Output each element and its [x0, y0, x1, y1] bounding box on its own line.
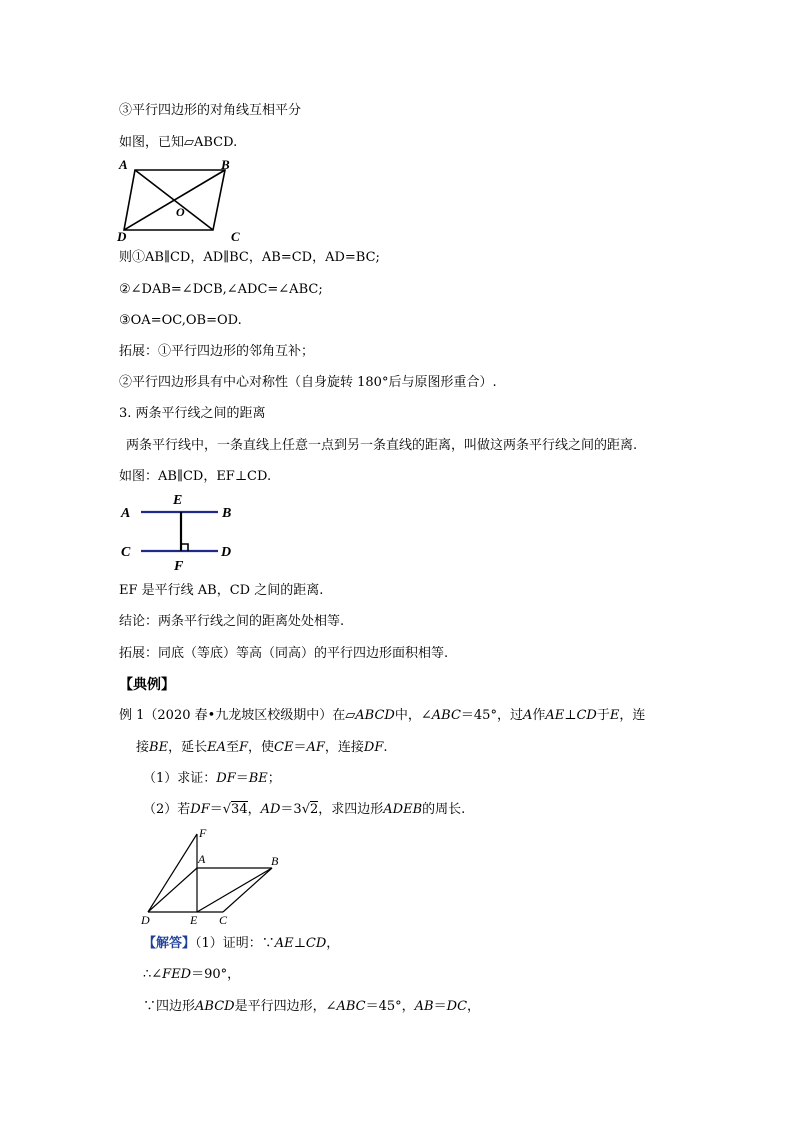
ex1-text: ⊥ — [564, 708, 577, 723]
fig1-label-c: C — [231, 229, 240, 243]
ans2-text: ＝90°， — [191, 967, 241, 982]
ex1b-text: 接 — [136, 740, 150, 755]
example-header: 【典例】 — [119, 677, 175, 693]
example1-line2 — [136, 739, 388, 757]
fig3-label-d: D — [141, 913, 150, 927]
ex1b-text: 至 — [225, 740, 239, 755]
property-line-2: ②∠DAB=∠DCB,∠ADC=∠ABC; — [119, 282, 323, 297]
ans1-text: （1）证明：∵ — [195, 936, 275, 951]
ex1-text: ，连 — [619, 708, 646, 723]
parallelogram-figure — [115, 155, 250, 243]
example1-line1 — [119, 707, 645, 725]
q2-text: ＝ — [209, 802, 223, 817]
ex1b-f: F — [238, 740, 249, 755]
ex1-e: E — [609, 708, 620, 723]
ex1b-text: ，延长 — [168, 740, 208, 755]
property-line-1: 则①AB∥CD，AD∥BC，AB=CD，AD=BC; — [119, 250, 380, 265]
figure2-intro: 如图：AB∥CD，EF⊥CD. — [119, 469, 272, 484]
q2-text: （2）若 — [143, 802, 191, 817]
fig1-label-b: B — [221, 157, 230, 172]
section3-definition: 两条平行线中，一条直线上任意一点到另一条直线的距离，叫做这两条平行线之间的距离. — [126, 438, 638, 453]
ex1b-text: ，使 — [248, 740, 275, 755]
q1-be: BE — [248, 771, 268, 786]
ans2-fed: FED — [162, 967, 192, 982]
extension-1: 拓展：①平行四边形的邻角互补； — [119, 344, 315, 359]
q2-text: ＝3 — [280, 802, 302, 817]
ans1-text: ， — [326, 936, 340, 951]
ex1b-ce: CE — [274, 740, 294, 755]
fig2-label-e: E — [173, 493, 183, 508]
ans3-text: ， — [467, 999, 481, 1014]
sqrt-2: √2 — [301, 802, 319, 817]
ans3-text: ∵四边形 — [143, 999, 196, 1014]
fig3-label-e: E — [190, 913, 198, 927]
question-2 — [143, 801, 465, 819]
ex1-abcd: ABCD — [355, 708, 395, 723]
fig3-label-f: F — [199, 826, 207, 840]
extension-2: ②平行四边形具有中心对称性（自身旋转 180°后与原图形重合）. — [119, 375, 497, 390]
ex1-cd: CD — [576, 708, 597, 723]
fig2-label-a: A — [121, 506, 131, 521]
sqrt-34: √34 — [222, 802, 248, 817]
ef-distance-statement: EF 是平行线 AB，CD 之间的距离. — [119, 583, 324, 598]
q1-text: ＝ — [235, 771, 249, 786]
ex1-text: 于 — [596, 708, 610, 723]
answer-header: 【解答】 — [143, 936, 196, 951]
ans2-text: ∴∠ — [143, 967, 163, 982]
ans3-text: 是平行四边形，∠ — [234, 999, 337, 1014]
q2-text: ，求四边形 — [318, 802, 384, 817]
sqrt-2-radicand: 2 — [310, 802, 319, 817]
ex1-text: 中，∠ — [394, 708, 432, 723]
figure1-intro: 如图，已知▱ABCD. — [119, 135, 238, 150]
fig3-label-a: A — [198, 852, 206, 866]
example-figure — [138, 825, 288, 927]
fig1-label-a: A — [119, 157, 128, 172]
q2-text: 的周长. — [422, 802, 466, 817]
ans3-abc: ABC — [336, 999, 366, 1014]
answer-line-1 — [143, 935, 339, 953]
extension-3: 拓展：同底（等底）等高（同高）的平行四边形面积相等. — [119, 646, 449, 661]
ans3-abcd: ABCD — [195, 999, 235, 1014]
sqrt-34-radicand: 34 — [231, 802, 248, 817]
ex1-text: 作 — [532, 708, 546, 723]
parallel-lines-figure — [115, 487, 245, 575]
fig2-label-f: F — [174, 559, 184, 574]
ans1-ae: AE — [274, 936, 294, 951]
ans3-text: ＝45°， — [365, 999, 415, 1014]
q2-text: ， — [247, 802, 261, 817]
ex1b-df: DF — [363, 740, 384, 755]
q1-text: ； — [267, 771, 281, 786]
ex1-text: ＝45°，过 — [460, 708, 523, 723]
ans1-cd: CD — [305, 936, 327, 951]
ex1-a: A — [522, 708, 533, 723]
ex1b-be: BE — [149, 740, 169, 755]
fig1-label-d: D — [117, 229, 127, 243]
fig3-label-c: C — [219, 913, 228, 927]
answer-line-2 — [143, 966, 240, 984]
q2-df: DF — [190, 802, 210, 817]
ex1-text: 例 1（2020 春•九龙坡区校级期中）在▱ — [119, 708, 356, 723]
ans3-ab: AB — [414, 999, 434, 1014]
ex1b-ea: EA — [207, 740, 226, 755]
fig1-label-o: O — [176, 205, 185, 219]
ans3-dc: DC — [446, 999, 468, 1014]
q1-text: （1）求证： — [143, 771, 217, 786]
ex1b-text: ＝ — [293, 740, 307, 755]
ans1-text: ⊥ — [293, 936, 306, 951]
fig2-label-c: C — [121, 545, 131, 560]
property-line-3: ③OA=OC,OB=OD. — [119, 313, 242, 328]
q2-ad: AD — [260, 802, 281, 817]
ex1b-af: AF — [306, 740, 325, 755]
fig2-label-d: D — [221, 545, 232, 560]
ex1-abc: ABC — [431, 708, 461, 723]
question-1 — [143, 770, 281, 788]
fig3-label-b: B — [271, 854, 279, 868]
ans3-text: ＝ — [433, 999, 447, 1014]
answer-line-3 — [143, 998, 480, 1016]
q1-df: DF — [216, 771, 236, 786]
fig2-label-b: B — [222, 506, 232, 521]
q2-adeb: ADEB — [383, 802, 423, 817]
section3-title: 3. 两条平行线之间的距离 — [119, 406, 266, 421]
diagonal-property-title: ③平行四边形的对角线互相平分 — [119, 103, 302, 118]
conclusion-line: 结论：两条平行线之间的距离处处相等. — [119, 614, 345, 629]
ex1b-text: ，连接 — [324, 740, 364, 755]
ex1b-text: . — [383, 740, 388, 755]
ex1-ae: AE — [545, 708, 565, 723]
